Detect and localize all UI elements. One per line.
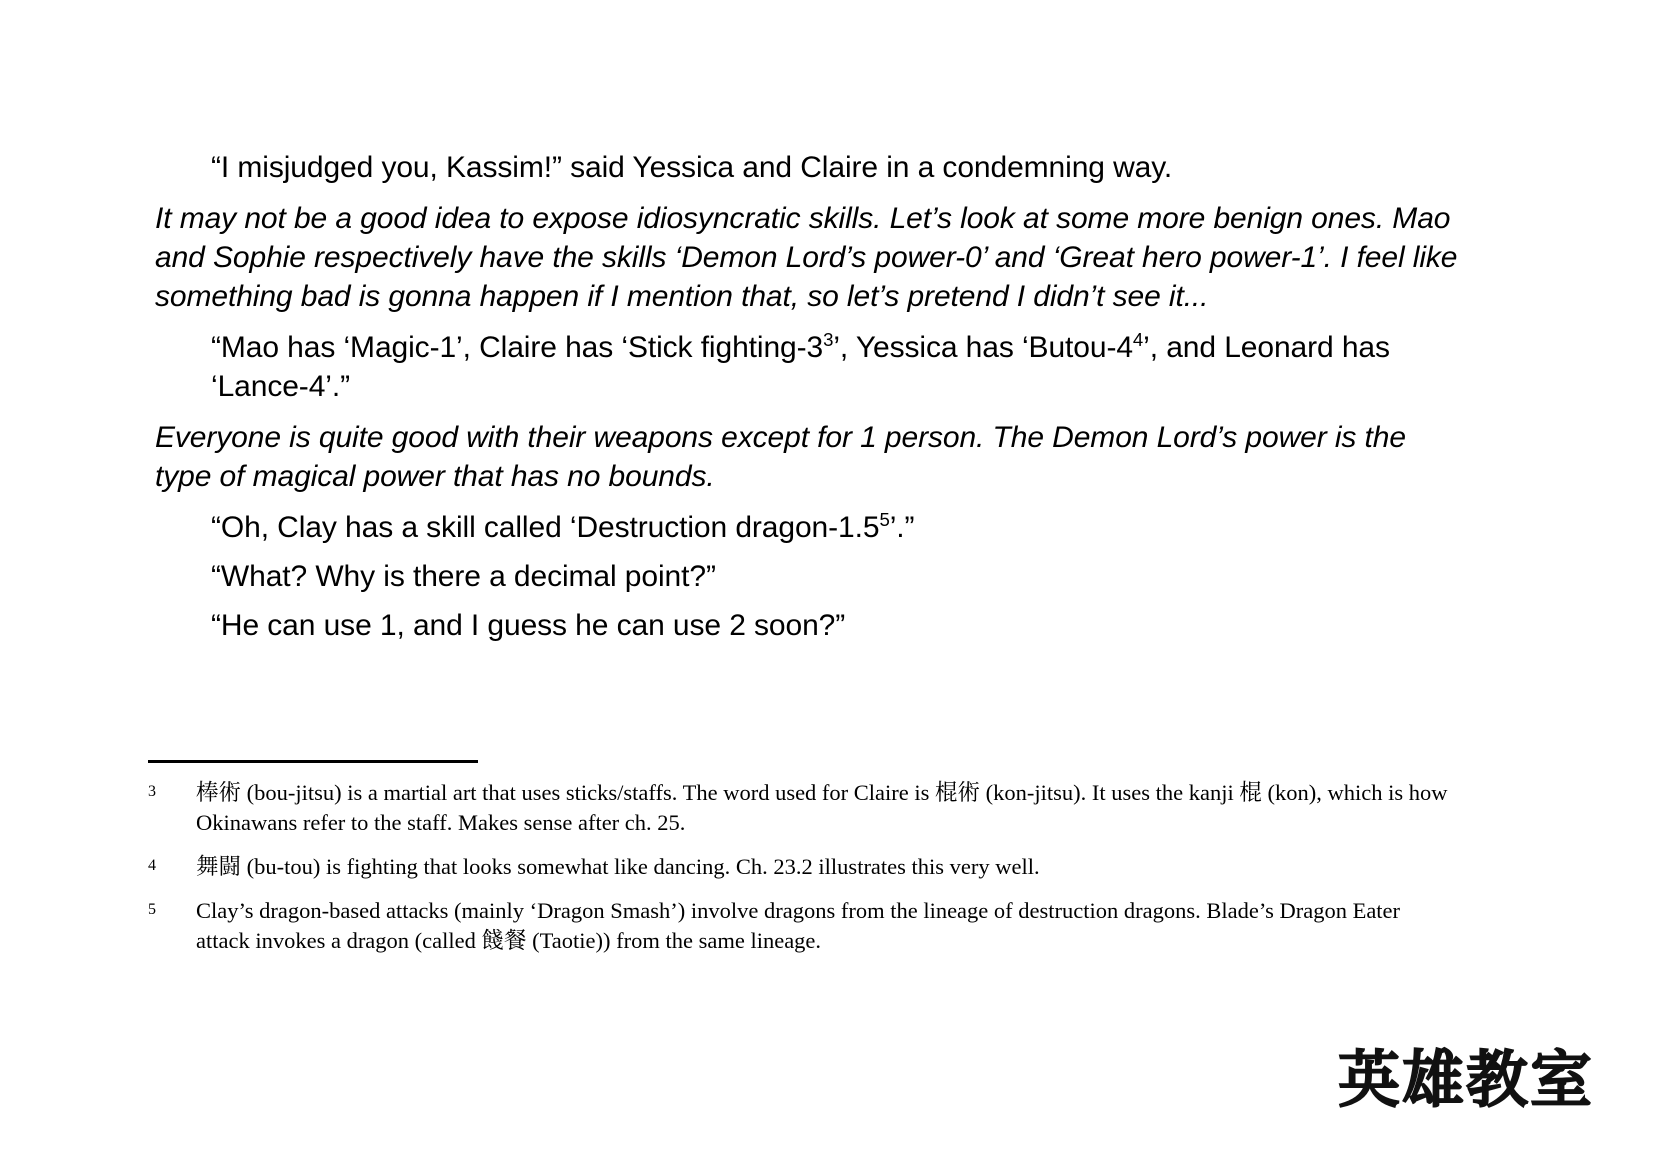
footnote-item-3 [148, 778, 1458, 838]
series-logo-watermark: 英雄教室 [1337, 1043, 1594, 1116]
paragraph-dialogue-3 [155, 508, 1465, 547]
footnote-number-4: 4 [148, 857, 156, 874]
footnote-ref-5[interactable]: 5 [879, 509, 890, 530]
footnote-text-3: 棒術 (bou-jitsu) is a martial art that uses sticks/staffs. The word used for Claire is 棍術 (kon-jitsu). It uses the kanji 棍 (kon), which is how Okinawans refer to the staff. Makes sense after ch. 25. [196, 780, 1448, 835]
paragraph-dialogue-2-seg-2: ’, Yessica has ‘Butou-4 [833, 331, 1133, 364]
body-text-area [155, 148, 1465, 661]
footnote-ref-4[interactable]: 4 [1132, 329, 1144, 350]
paragraph-narration-1: It may not be a good idea to expose idiosyncratic skills. Let’s look at some more benign ones. Mao and Sophie respectively have the skills ‘Demon Lord’s power-0’ and ‘Great hero power-1’. I feel like something bad is gonna happen if I mention that, so let’s pretend I didn’t see it... [155, 202, 1458, 313]
footnote-separator-rule [148, 760, 478, 763]
footnote-item-5 [148, 896, 1458, 956]
paragraph-dialogue-2-seg-3: ’, and Leonard has ‘Lance-4’.” [211, 331, 1390, 403]
paragraph-dialogue-2 [155, 328, 1465, 406]
paragraph-dialogue-1: “I misjudged you, Kassim!” said Yessica and Claire in a condemning way. [211, 151, 1173, 184]
footnote-item-4 [148, 852, 1458, 882]
footnote-number-5: 5 [148, 901, 156, 918]
footnote-ref-3[interactable]: 3 [823, 329, 834, 350]
paragraph-dialogue-3-seg-1: “Oh, Clay has a skill called ‘Destruction dragon-1.5 [211, 511, 880, 544]
paragraph-dialogue-3-seg-2: ’.” [889, 511, 915, 544]
footnote-text-5: Clay’s dragon-based attacks (mainly ‘Dragon Smash’) involve dragons from the lineage of destruction dragons. Blade’s Dragon Eater attack invokes a dragon (called 餞餐 (Taotie)) from the same lineage. [196, 898, 1401, 953]
paragraph-dialogue-4: “What? Why is there a decimal point?” [211, 560, 716, 593]
footnote-number-3: 3 [148, 783, 156, 800]
paragraph-narration-2: Everyone is quite good with their weapons except for 1 person. The Demon Lord’s power is the type of magical power that has no bounds. [155, 421, 1406, 493]
paragraph-dialogue-5: “He can use 1, and I guess he can use 2 soon?” [211, 609, 846, 642]
paragraph-dialogue-2-seg-1: “Mao has ‘Magic-1’, Claire has ‘Stick fighting-3 [211, 331, 824, 364]
footnote-text-4: 舞闘 (bu-tou) is fighting that looks somewhat like dancing. Ch. 23.2 illustrates this very well. [196, 854, 1040, 879]
footnote-section [148, 778, 1458, 970]
